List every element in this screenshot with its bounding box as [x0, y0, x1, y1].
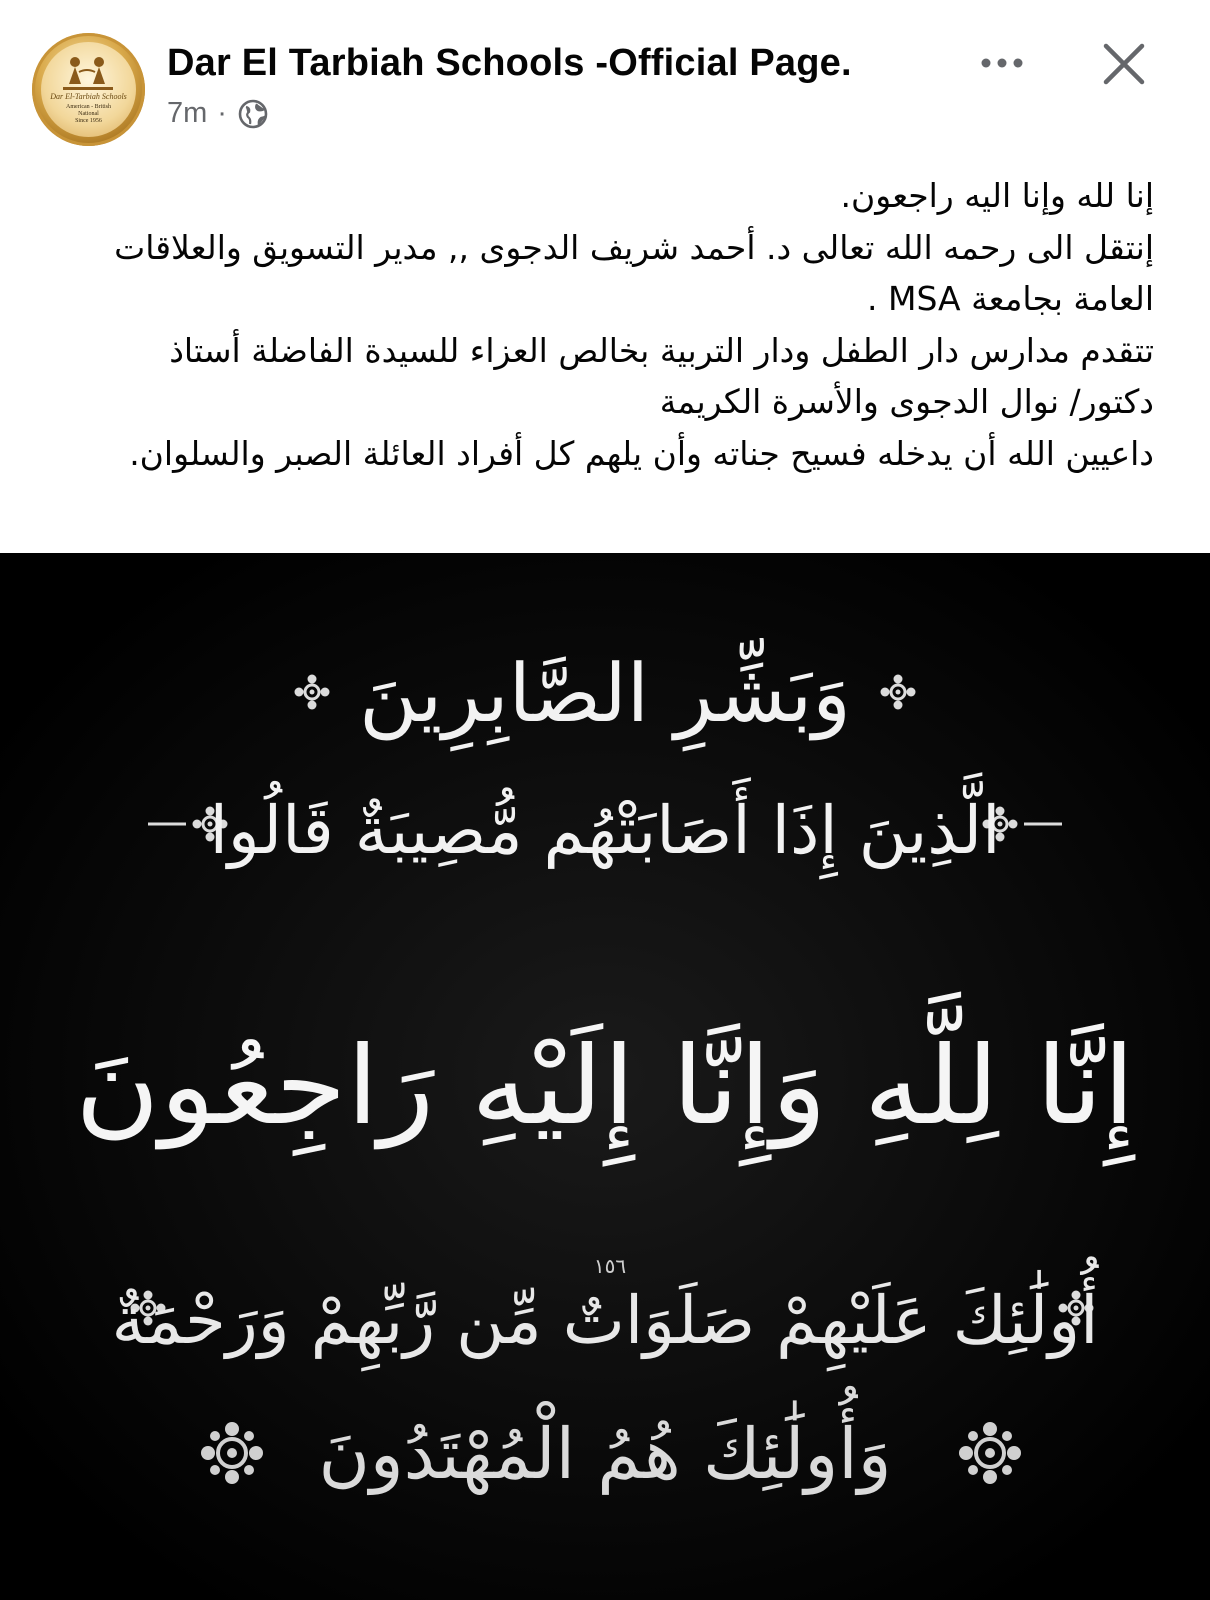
school-logo — [41, 42, 136, 137]
logo-school-name: Dar El-Tarbiah Schools — [50, 92, 127, 101]
post-caption — [108, 170, 1154, 479]
verse-line-main: إِنَّا لِلَّهِ وَإِنَّا إِلَيْهِ رَاجِعُونَ — [75, 1024, 1067, 1149]
logo-sub-2: National — [78, 111, 99, 117]
close-icon[interactable] — [1100, 40, 1148, 88]
caption-line: إنا لله وإنا اليه راجعون. — [840, 176, 1154, 215]
children-logo-icon — [61, 54, 116, 94]
logo-subtitle — [41, 104, 136, 125]
verse-line-5: وَأُولَٰئِكَ هُمُ الْمُهْتَدُونَ — [318, 1413, 892, 1495]
verse-line-2: الَّذِينَ إِذَا أَصَابَتْهُم مُّصِيبَةٌ قَالُوا — [209, 792, 1001, 869]
caption-line: تتقدم مدارس دار الطفل ودار التربية بخالص العزاء للسيدة الفاضلة أستاذ دكتور/ نوال الدجوى والأسرة الكريمة — [169, 330, 1154, 421]
post-header — [0, 0, 1210, 165]
page-name[interactable]: Dar El Tarbiah Schools -Official Page. — [167, 42, 852, 84]
post-time[interactable]: 7m — [167, 97, 208, 129]
post-meta — [167, 97, 269, 130]
meta-separator: · — [217, 97, 227, 129]
caption-line: داعيين الله أن يدخله فسيح جناته وأن يلهم كل أفراد العائلة الصبر والسلوان. — [129, 433, 1154, 473]
verse-line-1: وَبَشِّرِ الصَّابِرِينَ — [359, 647, 851, 740]
globe-icon — [237, 98, 269, 130]
verse-line-4: أُولَٰئِكَ عَلَيْهِمْ صَلَوَاتٌ مِّن رَّبِّهِمْ وَرَحْمَةٌ — [111, 1282, 1099, 1359]
logo-sub-1: American - British — [66, 104, 111, 110]
logo-sub-3: Since 1956 — [75, 118, 102, 124]
page-avatar[interactable] — [32, 33, 145, 146]
verse-number: ١٥٦ — [593, 1254, 627, 1278]
condolence-calligraphy — [0, 553, 1210, 1600]
more-options-icon[interactable] — [978, 54, 1026, 72]
post-image[interactable] — [0, 553, 1210, 1600]
caption-line: إنتقل الى رحمه الله تعالى د. أحمد شريف الدجوى ,, مدير التسويق والعلاقات العامة بجامعة MSA . — [114, 227, 1154, 318]
